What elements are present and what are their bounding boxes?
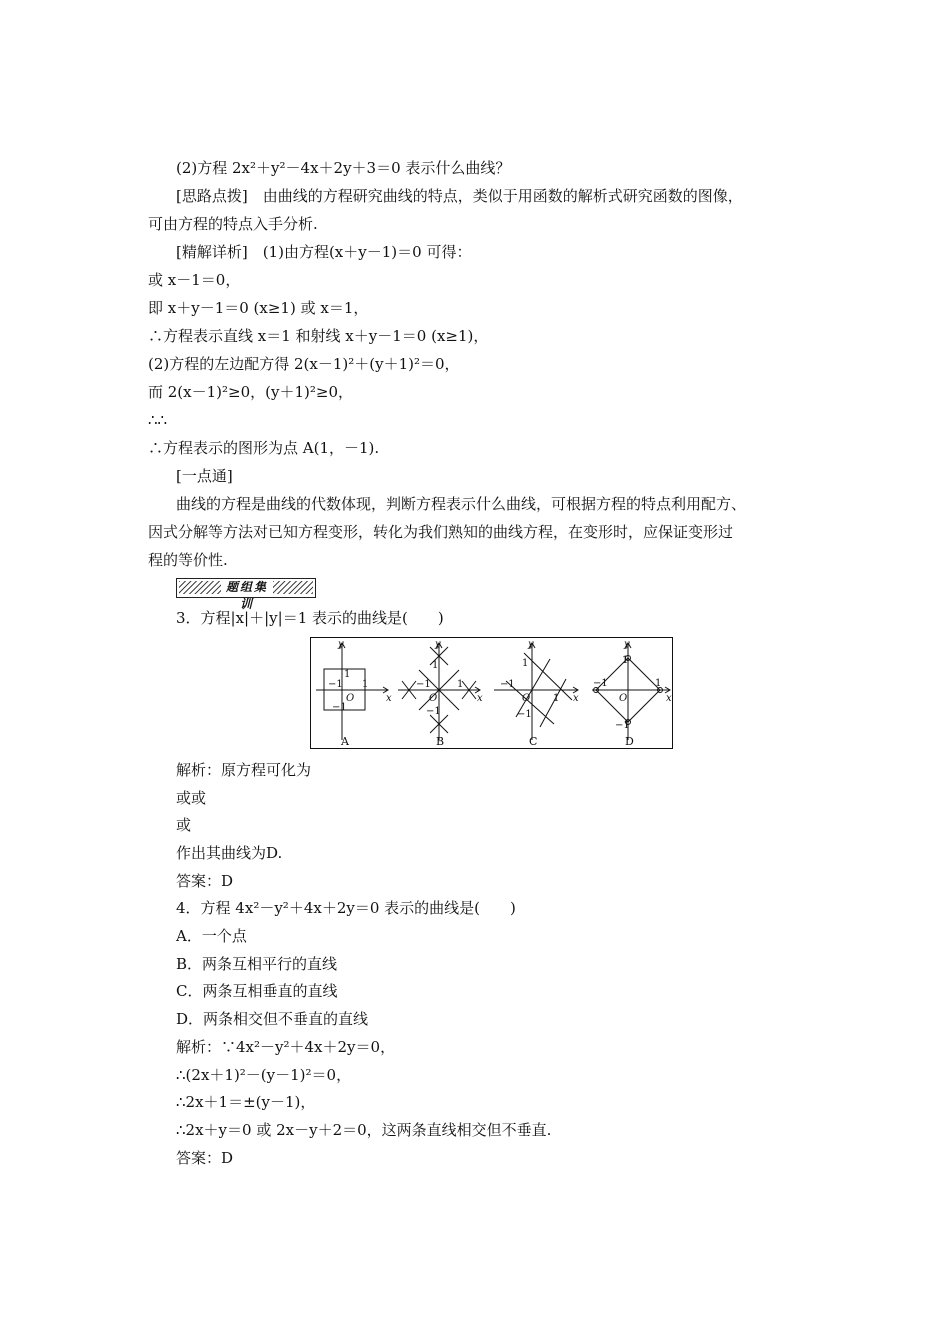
tip-line-1: 曲线的方程是曲线的代数体现，判断方程表示什么曲线，可根据方程的特点利用配方、 [176,495,747,513]
panel-b-origin: O [429,693,438,704]
panel-d [592,643,670,740]
tip-heading: [一点通] [176,467,233,485]
panel-d-origin: O [619,693,628,704]
banner-title: 题组集训 [225,580,268,611]
tip-line-2: 因式分解等方法对已知方程变形，转化为我们熟知的曲线方程，在变形时，应保证变形过 [148,523,734,541]
question-4: 4．方程 4x²－y²＋4x＋2y＝0 表示的曲线是( ) [176,899,516,917]
panel-b-y-label: y [435,639,441,650]
q4-analysis-2: ∴(2x＋1)²－(y－1)²＝0， [176,1066,352,1084]
q3-analysis-2: 或或 [176,789,207,807]
q4-option-c: C．两条互相垂直的直线 [176,982,338,1000]
q3-analysis-3: 或 [176,816,192,834]
panel-b-x-label: x [477,693,483,704]
panel-a-y-label: y [338,639,344,650]
hint-line-1: [思路点拨] 由曲线的方程研究曲线的特点，类似于用函数的解析式研究函数的图像， [176,187,743,205]
tip-line-3: 程的等价性. [148,551,228,569]
solution-line-5: (2)方程的左边配方得 2(x－1)²＋(y＋1)²＝0， [148,355,460,373]
panel-d-tick-xneg1: −1 [593,678,608,689]
solution-line-8: ∴方程表示的图形为点 A(1，－1). [148,439,380,457]
panel-d-y-label: y [624,639,630,650]
answer-figure [310,637,673,749]
panel-b [398,643,480,740]
panel-d-tick-y1: 1 [622,655,629,666]
panel-c-tick-yneg1: −1 [517,709,532,720]
panel-a-tick-xneg1: −1 [328,679,343,690]
panel-b-tick-x1: 1 [457,679,464,690]
panel-b-tick-yneg1: −1 [426,706,441,717]
solution-line-3: 即 x＋y－1＝0 (x≥1) 或 x＝1， [148,299,369,317]
figure-svg [310,637,673,749]
panel-a [316,643,388,740]
panel-d-tick-x1: 1 [655,678,662,689]
panel-d-x-label: x [666,693,672,704]
solution-line-4: ∴方程表示直线 x＝1 和射线 x＋y－1＝0 (x≥1)， [148,327,489,345]
banner-hatch-left [179,581,221,594]
q3-answer: 答案：D [176,872,234,890]
q3-analysis-4: 作出其曲线为D. [176,844,283,862]
solution-line-7: ∴∴ [148,411,168,429]
q4-answer: 答案：D [176,1149,234,1167]
section-banner [176,578,316,611]
q4-option-a: A．一个点 [176,927,247,945]
panel-b-tick-xneg1: −1 [416,679,431,690]
panel-c-tick-xneg1: −1 [500,679,515,690]
solution-line-6: 而 2(x－1)²≥0，(y＋1)²≥0， [148,383,353,401]
panel-d-tick-yneg1: −1 [615,720,630,731]
panel-a-caption: A [341,735,349,748]
panel-b-caption: B [436,735,445,748]
q4-analysis-4: ∴2x＋y＝0 或 2x－y＋2＝0，这两条直线相交但不垂直. [176,1121,552,1139]
panel-d-caption: D [625,735,634,748]
hint-line-2: 可由方程的特点入手分析. [148,215,318,233]
panel-c-y-label: y [528,639,534,650]
solution-line-2: 或 x－1＝0， [148,271,241,289]
banner-hatch-right [273,581,313,594]
q4-analysis-1: 解析：∵4x²－y²＋4x＋2y＝0， [176,1038,396,1056]
solution-line-1: [精解详析] (1)由方程(x＋y－1)＝0 可得： [176,243,472,261]
problem-2-question: (2)方程 2x²＋y²－4x＋2y＋3＝0 表示什么曲线？ [176,159,511,177]
panel-a-tick-y1: 1 [344,669,351,680]
question-3: 3．方程|x|＋|y|＝1 表示的曲线是( ) [176,609,444,627]
q4-option-b: B．两条互相平行的直线 [176,955,338,973]
panel-a-tick-yneg1: −1 [332,702,347,713]
panel-c-caption: C [529,735,538,748]
panel-a-tick-x1: 1 [362,679,369,690]
panel-c-origin: O [522,693,531,704]
panel-a-x-label: x [386,693,392,704]
q4-option-d: D．两条相交但不垂直的直线 [176,1010,369,1028]
panel-c-tick-x1: 1 [553,693,560,704]
panel-a-origin: O [346,693,355,704]
panel-b-tick-y1: 1 [432,660,439,671]
panel-c-x-label: x [573,693,579,704]
panel-c [494,643,578,740]
q4-analysis-3: ∴2x＋1＝±(y－1)， [176,1093,316,1111]
panel-c-tick-y1: 1 [522,658,529,669]
q3-analysis-1: 解析：原方程可化为 [176,761,312,779]
